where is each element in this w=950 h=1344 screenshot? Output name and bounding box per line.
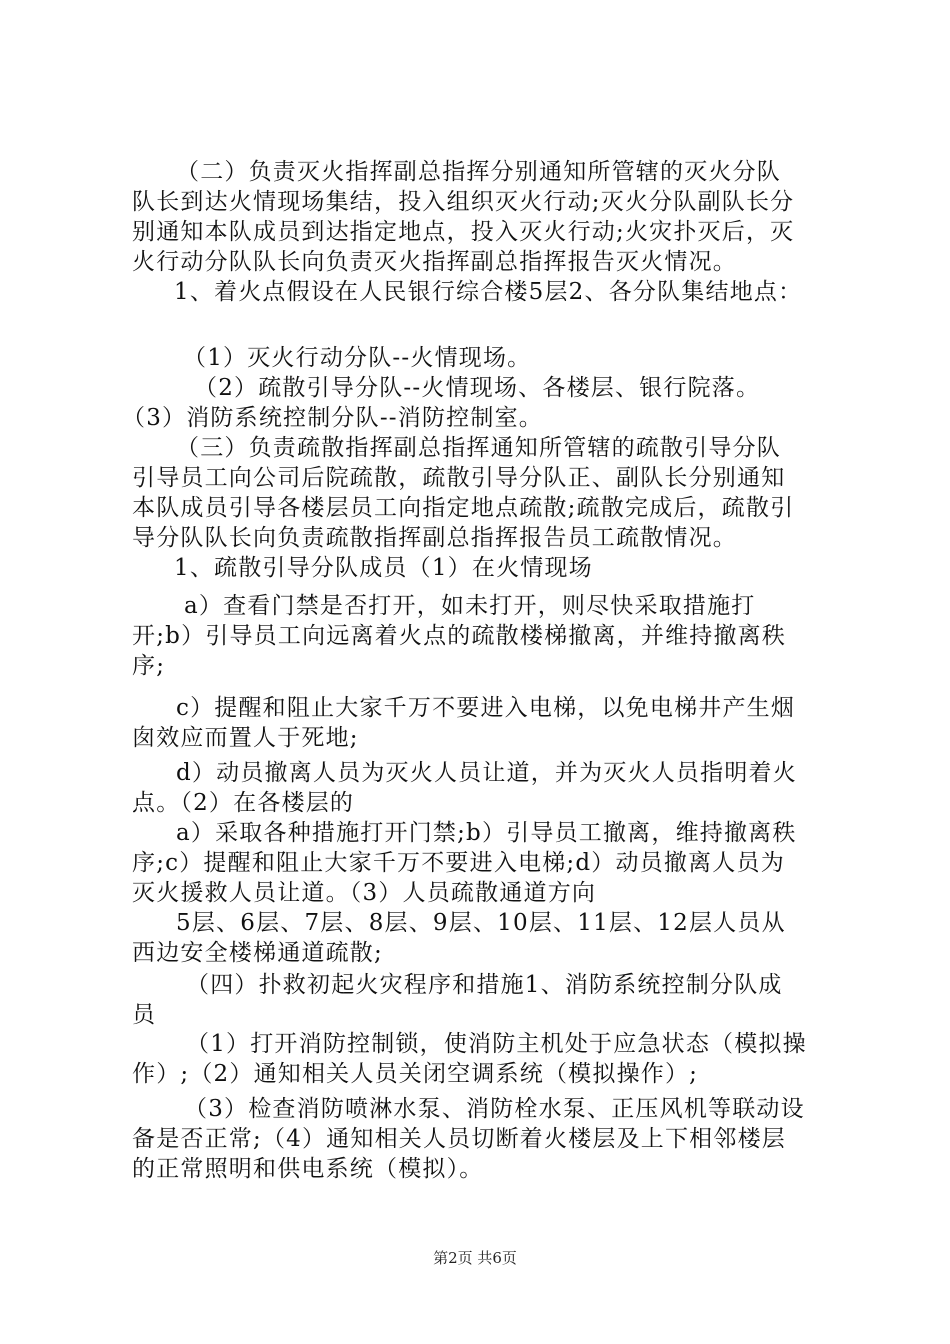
text-line: 的正常照明和供电系统（模拟）。	[132, 1156, 484, 1182]
text-line: 5层、6层、7层、8层、9层、10层、11层、12层人员从	[176, 910, 786, 936]
text-line: 引导员工向公司后院疏散，疏散引导分队正、副队长分别通知	[132, 465, 786, 491]
text-line: a）查看门禁是否打开，如未打开，则尽快采取措施打	[184, 593, 756, 619]
text-line: 灭火援救人员让道。（3）人员疏散通道方向	[132, 880, 597, 906]
text-line: 西边安全楼梯通道疏散;	[132, 940, 383, 966]
text-line: （二）负责灭火指挥副总指挥分别通知所管辖的灭火分队	[176, 159, 781, 185]
text-line: （四）扑救初起火灾程序和措施1、消防系统控制分队成	[186, 972, 783, 998]
text-line: c）提醒和阻止大家千万不要进入电梯，以免电梯井产生烟	[176, 695, 796, 721]
text-line: 本队成员引导各楼层员工向指定地点疏散;疏散完成后，疏散引	[132, 495, 795, 521]
text-line: 点。（2）在各楼层的	[132, 790, 355, 816]
text-line: 别通知本队成员到达指定地点，投入灭火行动;火灾扑灭后，灭	[132, 219, 795, 245]
text-line: （1）打开消防控制锁，使消防主机处于应急状态（模拟操	[186, 1031, 807, 1057]
text-line: 囱效应而置人于死地;	[132, 725, 359, 751]
text-line: 1、着火点假设在人民银行综合楼5层2、各分队集结地点：	[174, 279, 803, 305]
text-line: 1、疏散引导分队成员（1）在火情现场	[174, 555, 593, 581]
text-line: （1）灭火行动分队--火情现场。	[183, 345, 532, 371]
text-line: 备是否正常;（4）通知相关人员切断着火楼层及上下相邻楼层	[132, 1126, 786, 1152]
text-line: 序;	[132, 653, 166, 679]
text-line: 作）;（2）通知相关人员关闭空调系统（模拟操作）;	[132, 1061, 699, 1087]
text-line: （3）消防系统控制分队--消防控制室。	[122, 405, 543, 431]
text-line: 序;c）提醒和阻止大家千万不要进入电梯;d）动员撤离人员为	[132, 850, 785, 876]
text-line: （3）检查消防喷淋水泵、消防栓水泵、正压风机等联动设	[184, 1096, 805, 1122]
text-line: 导分队队长向负责疏散指挥副总指挥报告员工疏散情况。	[132, 525, 737, 551]
text-line: 员	[132, 1002, 157, 1028]
page-footer: 第2页 共6页	[433, 1249, 517, 1267]
text-line: （三）负责疏散指挥副总指挥通知所管辖的疏散引导分队	[176, 435, 781, 461]
text-line: 队长到达火情现场集结，投入组织灭火行动;灭火分队副队长分	[132, 189, 795, 215]
text-line: （2）疏散引导分队--火情现场、各楼层、银行院落。	[194, 375, 761, 401]
text-line: 开;b）引导员工向远离着火点的疏散楼梯撤离，并维持撤离秩	[132, 623, 787, 649]
text-line: d）动员撤离人员为灭火人员让道，并为灭火人员指明着火	[176, 760, 797, 786]
text-line: 火行动分队队长向负责灭火指挥副总指挥报告灭火情况。	[132, 249, 737, 275]
text-line: a）采取各种措施打开门禁;b）引导员工撤离，维持撤离秩	[176, 820, 797, 846]
